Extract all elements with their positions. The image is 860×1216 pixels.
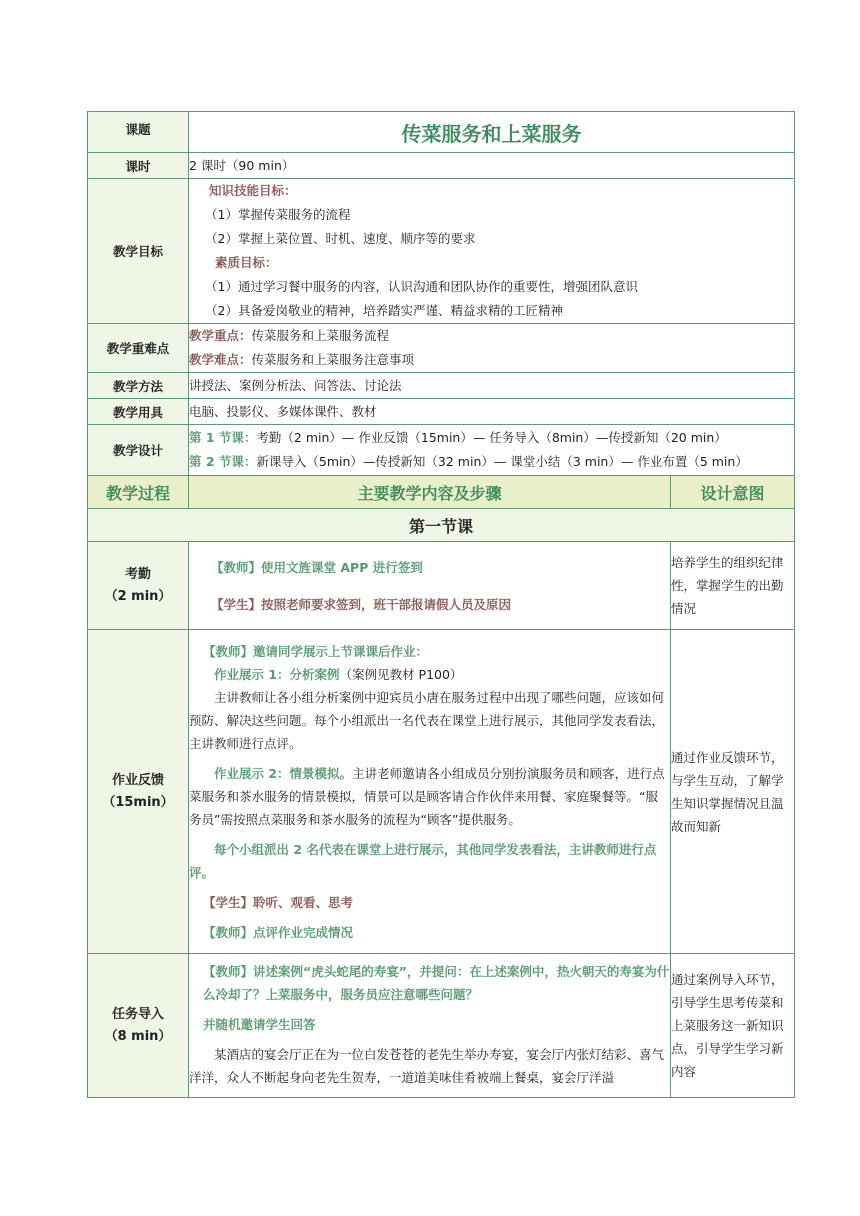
stage-intro-row [88,954,795,1098]
show1-ref: （案例见教材 P100） [339,666,463,682]
attendance-intent: 培养学生的组织纪律性，掌握学生的出勤情况 [671,542,795,630]
stage-name: 作业反馈 [111,772,164,788]
topic-label: 课题 [88,112,189,153]
attendance-content [189,542,671,630]
stage-attendance-row [88,542,795,630]
difficult-value: 传菜服务和上菜服务注意事项 [251,352,415,367]
intro-intent: 通过案例导入环节，引导学生思考传菜和上菜服务这一新知识点，引导学生学习新内容 [671,954,795,1098]
show1-text: 主讲教师让各小组分析案例中迎宾员小唐在服务过程中出现了哪些问题，应该如何预防、解决这些问题。每个小组派出一名代表在课堂上进行展示，其他同学发表看法，主讲教师进行点评。 [189,689,665,751]
knowledge-goals-title: 知识技能目标： [209,183,297,198]
stage-name: 任务导入 [111,1006,164,1022]
attendance-student: 【学生】按照老师要求签到，班干部报请假人员及原因 [211,596,512,612]
stage-time: （2 min） [104,588,172,604]
key-title: 教学重点： [189,328,252,343]
goals-content [189,179,795,324]
col-process: 教学过程 [88,476,189,509]
goals-row [88,179,795,324]
hours-row [88,153,795,179]
section-title: 第一节课 [88,509,795,542]
lesson-title: 传菜服务和上菜服务 [189,112,795,153]
column-header-row [88,476,795,509]
key-value: 传菜服务和上菜服务流程 [251,328,390,343]
keypoints-label: 教学重难点 [88,324,189,373]
design-2-title: 第 2 节课： [189,454,257,469]
quality-goal-1: （1）通过学习餐中服务的内容，认识沟通和团队协作的重要性，增强团队意识 [205,279,638,294]
knowledge-goal-2: （2）掌握上菜位置、时机、速度、顺序等的要求 [205,231,476,246]
intro-content [189,954,671,1098]
design-2-value: 新课导入（5min）—传授新知（32 min）— 课堂小结（3 min）— 作业布置（5 min） [256,454,748,469]
stage-name: 考勤 [124,566,151,582]
tools-row [88,399,795,425]
design-row [88,425,795,476]
section-row [88,509,795,542]
show1-title: 作业展示 1：分析案例 [214,666,340,682]
stage-attendance [88,542,189,630]
quality-goal-2: （2）具备爱岗敬业的精神，培养踏实严谨、精益求精的工匠精神 [205,303,563,318]
stage-homework [88,630,189,954]
homework-invite: 【教师】邀请同学展示上节课课后作业： [203,643,429,659]
stage-intro [88,954,189,1098]
show2-title: 作业展示 2：情景模拟。 [214,765,353,781]
attendance-teacher: 【教师】使用文旌课堂 APP 进行签到 [211,559,423,575]
design-label: 教学设计 [88,425,189,476]
topic-row [88,112,795,153]
design-1-title: 第 1 节课： [189,430,257,445]
stage-time: （8 min） [104,1028,172,1044]
col-intent: 设计意图 [671,476,795,509]
difficult-title: 教学难点： [189,352,252,367]
keypoints-row [88,324,795,373]
homework-content [189,630,671,954]
keypoints-content [189,324,795,373]
group-text: 每个小组派出 2 名代表在课堂上进行展示，其他同学发表看法，主讲教师进行点评。 [189,841,657,880]
intro-story: 某酒店的宴会厅正在为一位白发苍苍的老先生举办寿宴，宴会厅内张灯结彩、喜气洋洋，众人不断起身向老先生贺寿，一道道美味佳肴被端上餐桌，宴会厅洋溢 [189,1047,665,1085]
quality-goals-title: 素质目标： [215,255,278,270]
design-content [189,425,795,476]
homework-intent: 通过作业反馈环节，与学生互动，了解学生知识掌握情况且温故而知新 [671,630,795,954]
lesson-plan-table [87,111,795,1098]
knowledge-goal-1: （1）掌握传菜服务的流程 [205,207,351,222]
goals-label: 教学目标 [88,179,189,324]
homework-teacher-comment: 【教师】点评作业完成情况 [203,924,354,940]
method-label: 教学方法 [88,373,189,399]
hours-label: 课时 [88,153,189,179]
homework-student: 【学生】聆听、观看、思考 [203,894,354,910]
col-content: 主要教学内容及步骤 [189,476,671,509]
hours-value: 2 课时（90 min） [189,153,795,179]
stage-time: （15min） [102,794,174,810]
intro-teacher-case: 【教师】讲述案例“虎头蛇尾的寿宴”，并提问：在上述案例中，热火朝天的寿宴为什么冷却了？上菜服务中，服务员应注意哪些问题？ [203,964,670,1002]
design-1-value: 考勤（2 min）— 作业反馈（15min）— 任务导入（8min）—传授新知（20 min） [256,430,727,445]
stage-homework-row [88,630,795,954]
method-value: 讲授法、案例分析法、问答法、讨论法 [189,373,795,399]
tools-value: 电脑、投影仪、多媒体课件、教材 [189,399,795,425]
method-row [88,373,795,399]
intro-invite: 并随机邀请学生回答 [203,1017,316,1032]
show2-text: 主讲老师邀请各小组成员分别扮演服务员和顾客，进行点菜服务和茶水服务的情景模拟，情景可以是顾客请合作伙伴来用餐、家庭聚餐等。“服务员”需按照点菜服务和茶水服务的流程为“顾客”提供服务。 [189,765,665,827]
tools-label: 教学用具 [88,399,189,425]
